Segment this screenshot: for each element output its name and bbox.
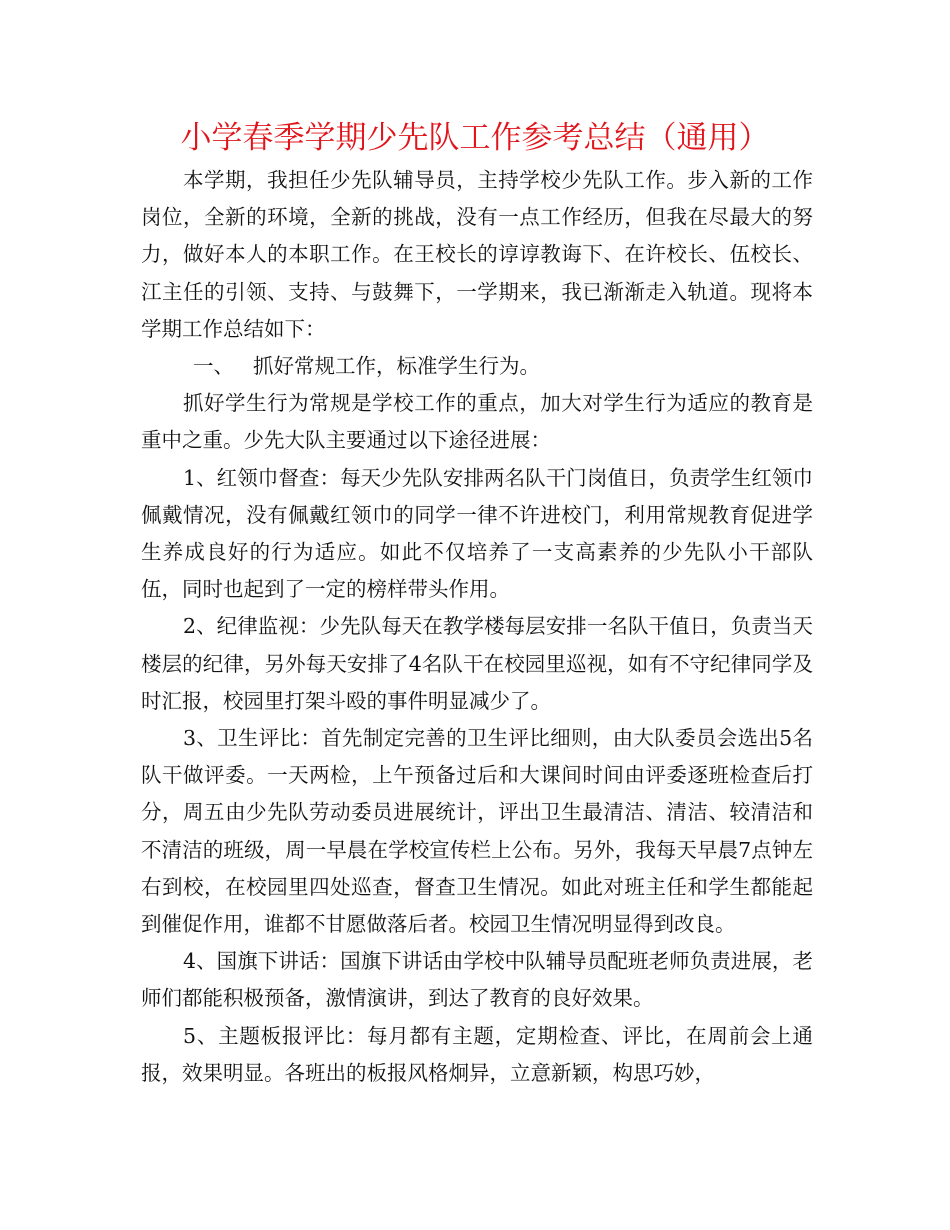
section-heading-text: 抓好常规工作，标准学生行为。	[253, 354, 540, 379]
section-heading	[141, 348, 813, 385]
intro-paragraph: 本学期，我担任少先队辅导员，主持学校少先队工作。步入新的工作岗位，全新的环境，全新的挑战，没有一点工作经历，但我在尽最大的努力，做好本人的本职工作。在王校长的谆谆教诲下、在许校长、伍校长、江主任的引领、支持、与鼓舞下，一学期来，我已渐渐走入轨道。现将本学期工作总结如下：	[141, 168, 813, 341]
document-body	[141, 162, 813, 1092]
section-number: 一、	[193, 354, 234, 379]
list-item: 3、卫生评比：首先制定完善的卫生评比细则，由大队委员会选出5名队干做评委。一天两检，上午预备过后和大课间时间由评委逐班检查后打分，周五由少先队劳动委员进展统计，评出卫生最清洁、清洁、较清洁和不清洁的班级，周一早晨在学校宣传栏上公布。另外，我每天早晨7点钟左右到校，在校园里四处巡查，督查卫生情况。如此对班主任和学生都能起到催促作用，谁都不甘愿做落后者。校园卫生情况明显得到改良。	[141, 726, 813, 937]
list-item: 2、纪律监视：少先队每天在教学楼每层安排一名队干值日，负责当天楼层的纪律，另外每天安排了4名队干在校园里巡视，如有不守纪律同学及时汇报，校园里打架斗殴的事件明显减少了。	[141, 614, 813, 713]
list-item: 5、主题板报评比：每月都有主题，定期检查、评比，在周前会上通报，效果明显。各班出的板报风格炯异，立意新颖，构思巧妙，	[141, 1023, 813, 1085]
list-item: 1、红领巾督查：每天少先队安排两名队干门岗值日，负责学生红领巾佩戴情况，没有佩戴红领巾的同学一律不许进校门，利用常规教育促进学生养成良好的行为适应。如此不仅培养了一支高素养的少先队小干部队伍，同时也起到了一定的榜样带头作用。	[141, 465, 813, 602]
section-intro-paragraph: 抓好学生行为常规是学校工作的重点，加大对学生行为适应的教育是重中之重。少先大队主要通过以下途径进展：	[141, 391, 813, 453]
list-item: 4、国旗下讲话：国旗下讲话由学校中队辅导员配班老师负责进展，老师们都能积极预备，激情演讲，到达了教育的良好效果。	[141, 949, 813, 1011]
document-title: 小学春季学期少先队工作参考总结（通用）	[180, 120, 770, 156]
